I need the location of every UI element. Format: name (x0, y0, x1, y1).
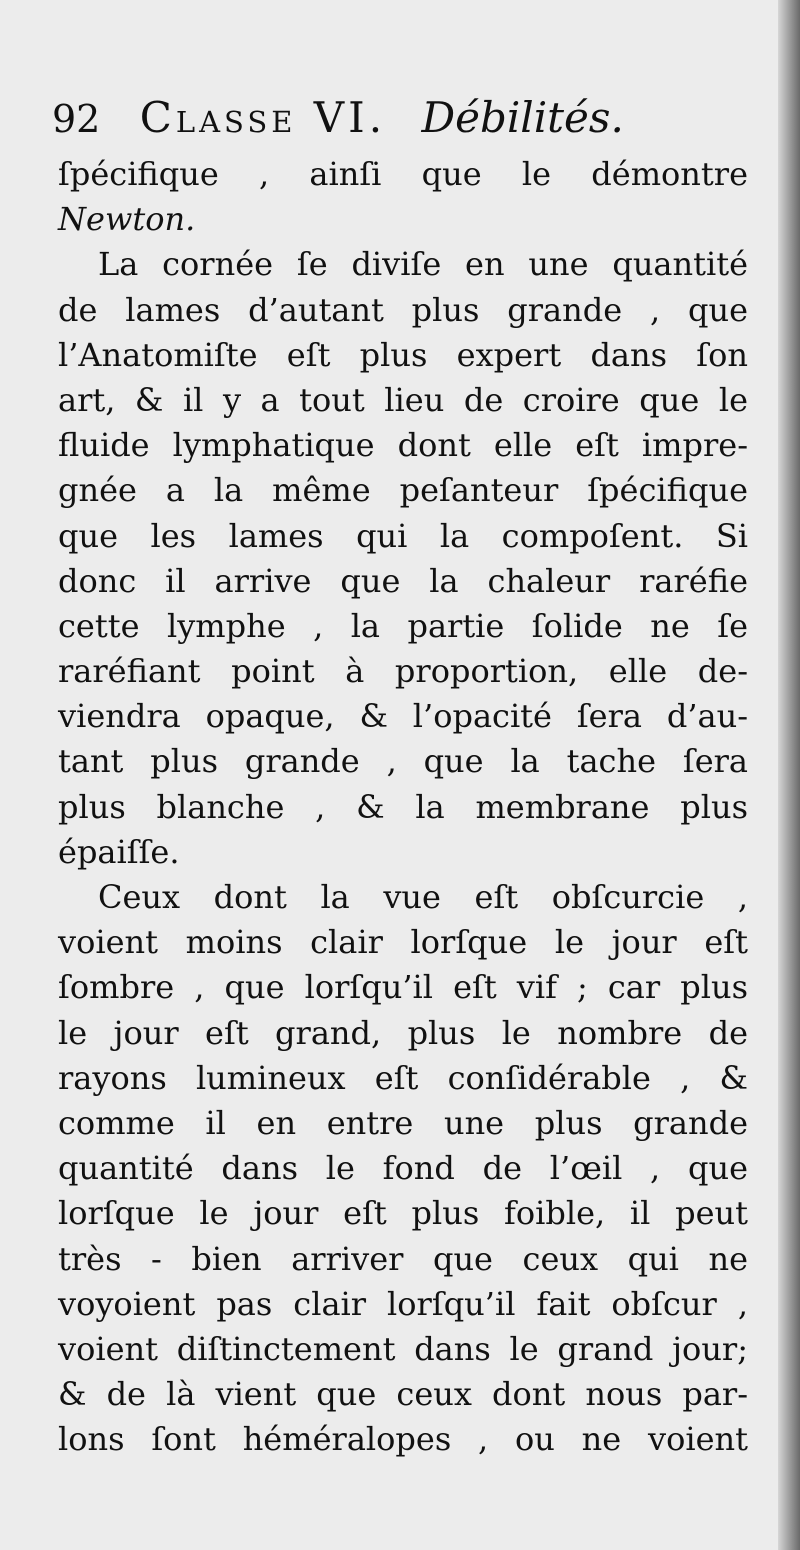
text-line: donc il arrive que la chaleur raréfie (58, 561, 748, 600)
text-line: cette lymphe , la partie ſolide ne ſe (58, 606, 748, 645)
text-line: raréfiant point à proportion, elle de- (58, 652, 748, 691)
text-line: comme il en entre une plus grande (58, 1103, 748, 1142)
text-line: quantité dans le fond de l’œil , que (58, 1149, 748, 1188)
text-line: Newton. (58, 200, 196, 239)
text-line: fluide lymphatique dont elle eſt impre- (58, 426, 748, 465)
text-line: viendra opaque, & l’opacité ſera d’au- (58, 697, 748, 736)
text-line: épaiſſe. (58, 832, 180, 871)
text-line: gnée a la même peſanteur ſpécifique (58, 471, 748, 510)
text-line: de lames d’autant plus grande , que (58, 290, 748, 329)
text-line: voient moins clair lorſque le jour eſt (58, 923, 748, 962)
text-line: voient diſtinctement dans le grand jour; (58, 1329, 748, 1368)
class-title: Classe VI. (139, 93, 387, 142)
text-line: lons ſont héméralopes , ou ne voient (58, 1420, 748, 1459)
text-line: que les lames qui la compoſent. Si (58, 516, 748, 555)
paragraph-start-line: Ceux dont la vue eſt obſcurcie , (98, 878, 748, 916)
text-line: lorſque le jour eſt plus foible, il peut (58, 1194, 748, 1233)
text-line: & de là vient que ceux dont nous par- (58, 1375, 748, 1414)
running-header (52, 88, 742, 148)
page-number: 92 (52, 97, 101, 141)
text-line: le jour eſt grand, plus le nombre de (58, 1013, 748, 1052)
running-head: Débilités. (421, 93, 624, 142)
paragraph-start-line: La cornée ſe diviſe en une quantité (98, 245, 748, 284)
text-line: tant plus grande , que la tache ſera (58, 742, 748, 781)
text-line: ſombre , que lorſqu’il eſt vif ; car plus (58, 968, 748, 1007)
text-line: voyoient pas clair lorſqu’il fait obſcur , (58, 1284, 748, 1323)
body-text (58, 152, 748, 1462)
text-line: l’Anatomiſte eſt plus expert dans ſon (58, 335, 748, 374)
text-line: art, & il y a tout lieu de croire que le (58, 380, 748, 419)
text-line: très - bien arriver que ceux qui ne (58, 1239, 748, 1278)
text-line: rayons lumineux eſt conſidérable , & (58, 1058, 748, 1097)
text-line: plus blanche , & la membrane plus (58, 787, 748, 826)
text-line: ſpécifique , ainſi que le démontre (58, 155, 748, 193)
